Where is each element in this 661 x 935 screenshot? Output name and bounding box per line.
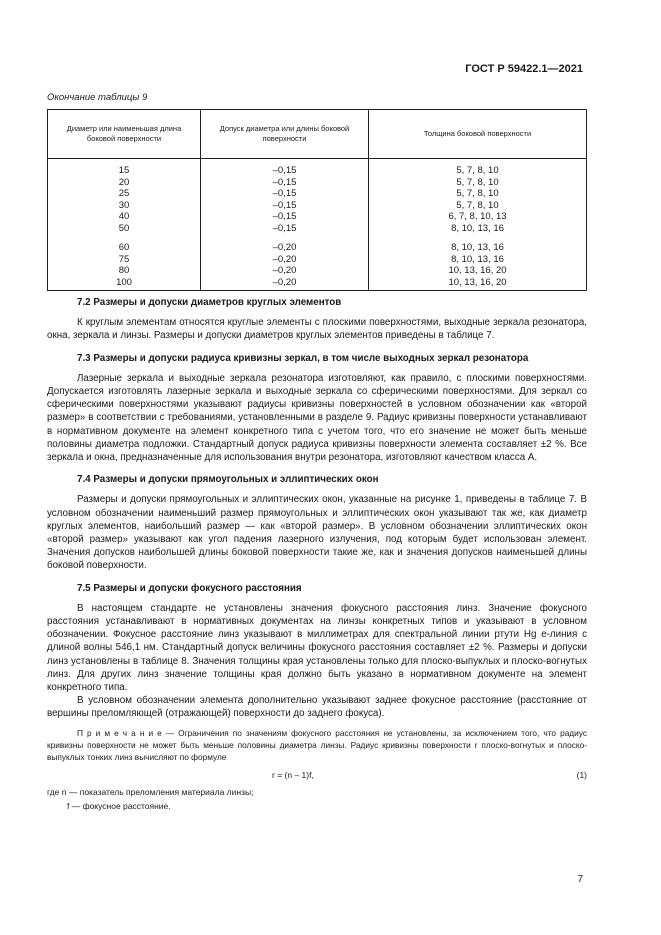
table-value: 6, 7, 8, 10, 13	[448, 211, 507, 222]
table-value: 8, 10, 13, 16	[451, 242, 504, 253]
standard-header: ГОСТ Р 59422.1—2021	[465, 63, 583, 75]
table-value: 40	[118, 211, 130, 222]
formula-number: (1)	[576, 769, 587, 780]
table-value: 20	[118, 176, 130, 188]
table-value: –0,20	[272, 253, 297, 265]
table-header-thickness: Толщина боковой поверхности	[369, 110, 587, 159]
table-value: 60	[118, 242, 130, 253]
table-cell	[48, 159, 201, 239]
legend-line: где n — показатель преломления материала линзы;	[47, 786, 254, 797]
table-value: 15	[118, 165, 130, 176]
table-value: –0,15	[272, 199, 297, 211]
table-value: 75	[118, 253, 130, 265]
table-caption: Окончание таблицы 9	[47, 92, 148, 103]
table-value: –0,15	[272, 165, 297, 176]
table-value: –0,15	[272, 211, 297, 222]
table-value: 10, 13, 16, 20	[448, 276, 507, 288]
table-value: 50	[118, 222, 130, 234]
table-value: –0,20	[272, 276, 297, 288]
paragraph: Лазерные зеркала и выходные зеркала резонатора изготовляют, как правило, с плоскими поверхностями. Допускается изготовлять лазерные зеркала и выходные зеркала со сферическими поверхностями. Для зеркал со сферическими поверхностями указывают радиусы кривизны поверхностей в условном обозначении как «второй размер» в соответствии с требованиями, установленными в разделе 9. Радиус кривизны поверхности устанавливают в нормативном документе на элемент конкретного типа с учетом того, что его значение не может быть меньше половины диаметра подложки. Стандартный допуск радиуса кривизны поверхности элемента составляет ±2 %. Все зеркала и окна, предназначенные для использования внутри резонатора, изготовляют качеством класса A.	[47, 372, 587, 464]
table-value: 5, 7, 8, 10	[456, 199, 499, 211]
table-value: 5, 7, 8, 10	[456, 176, 499, 188]
table-value: 10, 13, 16, 20	[448, 265, 507, 276]
table-value: 8, 10, 13, 16	[451, 253, 504, 265]
paragraph: В условном обозначении элемента дополнительно указывают заднее фокусное расстояние (расстояние от вершины преломляющей (отражающей) поверхности до заднего фокуса).	[47, 695, 587, 720]
main-text	[47, 296, 587, 822]
formula-text: r = (n – 1)f,	[272, 769, 314, 780]
table-value: 5, 7, 8, 10	[456, 165, 499, 176]
table-value: 100	[116, 276, 132, 288]
table-cell	[369, 238, 587, 291]
table-value: 8, 10, 13, 16	[451, 222, 504, 234]
table-value: 5, 7, 8, 10	[456, 188, 499, 199]
paragraph: К круглым элементам относятся круглые элементы с плоскими поверхностями, выходные зеркала резонатора, окна, зеркала и линзы. Размеры и допуски диаметров круглых элементов приведены в таблице 7.	[47, 317, 587, 342]
table-cell	[201, 159, 369, 239]
paragraph: Размеры и допуски прямоугольных и эллиптических окон, указанные на рисунке 1, приведены в таблице 7. В условном обозначении наименьший размер прямоугольных и эллиптических окон указывают так же, как диаметр круглых элементов, наибольший размер — как «второй размер». В условном обозначении эллиптических окон «второй размер» указывают как угол падения лазерного излучения, под которым будет использован элемент. Значения допусков наибольшей длины боковой поверхности такие же, как и значения допусков наименьшей длины боковой поверхности.	[47, 494, 587, 572]
table-cell	[48, 238, 201, 291]
section-7-5	[47, 582, 587, 813]
section-title: 7.5 Размеры и допуски фокусного расстояния	[77, 582, 302, 594]
table-value: –0,15	[272, 222, 297, 234]
table-value: –0,15	[272, 176, 297, 188]
formula-1	[47, 767, 587, 785]
section-7-4	[47, 473, 587, 572]
table-value: 25	[118, 188, 130, 199]
table-value: –0,20	[272, 265, 297, 276]
table-header-tolerance: Допуск диаметра или длины боковой поверхности	[201, 110, 369, 159]
section-title: 7.2 Размеры и допуски диаметров круглых элементов	[77, 297, 342, 308]
note: П р и м е ч а н и е — Ограничения по значениям фокусного расстояния не установлены, за исключением того, что радиус кривизны поверхности не может быть меньше половины диаметра линзы. Радиус кривизны поверхности r плоско-вогнутых и плоско-выпуклых тонких линз вычисляют по формуле	[47, 727, 587, 762]
table-value: –0,20	[272, 242, 297, 253]
section-7-3	[47, 352, 587, 465]
legend-line: f — фокусное расстояние.	[67, 800, 171, 811]
table-value: 80	[118, 265, 130, 276]
section-title: 7.3 Размеры и допуски радиуса кривизны зеркал, в том числе выходных зеркал резонатора	[77, 352, 529, 364]
table-9	[47, 109, 587, 291]
table-cell	[201, 238, 369, 291]
page-number: 7	[577, 874, 583, 885]
table-cell	[369, 159, 587, 239]
section-7-2	[47, 296, 587, 343]
table-value: 30	[118, 199, 130, 211]
table-header-diameter: Диаметр или наименьшая длина боковой поверхности	[48, 110, 201, 159]
paragraph: В настоящем стандарте не установлены значения фокусного расстояния линз. Значение фокусного расстояния устанавливают в нормативных документах на линзы конкретных типов и указывают в условном обозначении. Фокусное расстояние линз указывают в миллиметрах для спектральной линии ртути Hg e-линия с длиной волны 546,1 нм. Стандартный допуск величины фокусного расстояния составляет ±2 %. Размеры и допуски линз установлены в таблице 8. Значения толщины края установлены только для плоско-выпуклых и плоско-вогнутых линз. Для других линз значение толщины края должно быть указано в нормативном документе на элемент конкретного типа.	[47, 602, 587, 694]
section-title: 7.4 Размеры и допуски прямоугольных и эллиптических окон	[77, 474, 379, 486]
table-value: –0,15	[272, 188, 297, 199]
formula-legend	[47, 785, 587, 813]
